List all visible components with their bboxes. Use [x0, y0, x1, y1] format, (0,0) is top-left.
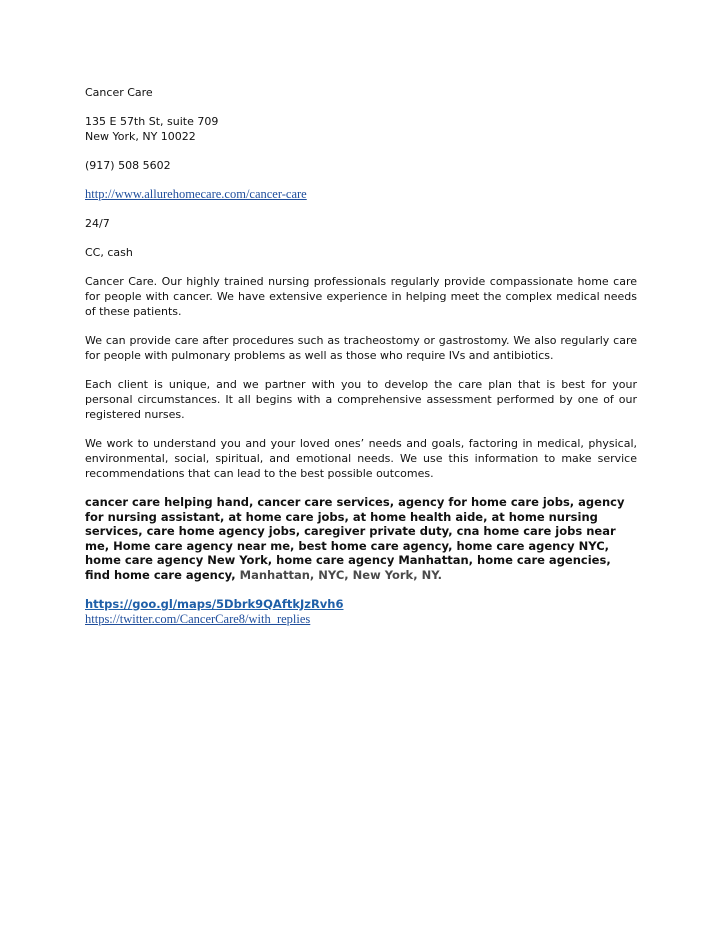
address-line-2: New York, NY 10022 [85, 130, 196, 143]
website-line [85, 187, 637, 202]
care-plan-paragraph: Each client is unique, and we partner with you to develop the care plan that is best for your personal circumstances. It all begins with a comprehensive assessment performed by one of our registered nurses. [85, 378, 637, 421]
spacer [85, 363, 637, 377]
spacer [85, 231, 637, 245]
spacer [85, 481, 637, 495]
spacer [85, 100, 637, 114]
document-content [85, 85, 637, 627]
maps-link[interactable]: https://goo.gl/maps/5Dbrk9QAftkJzRvh6 [85, 596, 344, 611]
spacer [85, 260, 637, 274]
business-name: Cancer Care [85, 86, 153, 99]
description-paragraph: Cancer Care. Our highly trained nursing professionals regularly provide compassionate home care for people with cancer. We have extensive experience in helping meet the complex medical needs of these patients. [85, 275, 637, 318]
website-link[interactable]: http://www.allurehomecare.com/cancer-care [85, 187, 307, 201]
payment-methods: CC, cash [85, 246, 133, 259]
needs-paragraph: We work to understand you and your loved ones’ needs and goals, factoring in medical, physical, environmental, social, spiritual, and emotional needs. We use this information to make service recommendations that can lead to the best possible outcomes. [85, 437, 637, 480]
twitter-line [85, 612, 637, 627]
address-line-1: 135 E 57th St, suite 709 [85, 115, 219, 128]
spacer [85, 173, 637, 187]
twitter-link[interactable]: https://twitter.com/CancerCare8/with_replies [85, 611, 311, 626]
spacer [85, 144, 637, 158]
procedures-paragraph: We can provide care after procedures such as tracheostomy or gastrostomy. We also regularly care for people with pulmonary problems as well as those who require IVs and antibiotics. [85, 334, 637, 362]
keywords-block [85, 495, 637, 583]
hours-text: 24/7 [85, 217, 110, 230]
spacer [85, 583, 637, 597]
keywords-text: cancer care helping hand, cancer care services, agency for home care jobs, agency for nursing assistant, at home care jobs, at home health aide, at home nursing services, care home agency jobs, caregiver private duty, cna home care jobs near me, Home care agency near me, best home care agency, home care agency NYC, home care agency New York, home care agency Manhattan, home care agencies, find home care agency, [85, 495, 625, 582]
keywords-location: Manhattan, NYC, New York, NY. [239, 567, 442, 582]
maps-line [85, 597, 637, 612]
spacer [85, 422, 637, 436]
spacer [85, 319, 637, 333]
phone-number: (917) 508 5602 [85, 159, 171, 172]
spacer [85, 202, 637, 216]
